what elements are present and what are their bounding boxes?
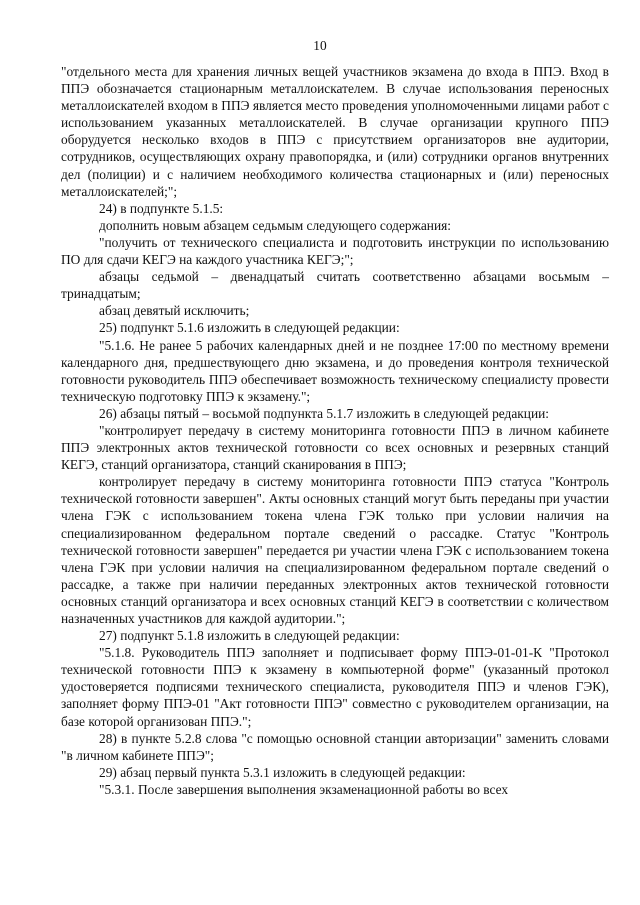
paragraph: абзацы седьмой – двенадцатый считать соответственно абзацами восьмым – тринадцатым; (61, 269, 609, 302)
paragraph-item-29: 29) абзац первый пункта 5.3.1 изложить в следующей редакции: (99, 764, 466, 780)
page-number: 10 (313, 38, 327, 53)
paragraph: дополнить новым абзацем седьмым следующего содержания: (99, 217, 451, 233)
paragraph-quote: "5.3.1. После завершения выполнения экзаменационной работы во всех (99, 781, 509, 797)
paragraph-item-28: 28) в пункте 5.2.8 слова "с помощью основной станции авторизации" заменить словами "в личном кабинете ППЭ"; (61, 730, 609, 763)
paragraph-quote: "5.1.8. Руководитель ППЭ заполняет и подписывает форму ППЭ-01-01-К "Протокол технической готовности ППЭ к экзамену в компьютерной форме" (указанный протокол удостоверяется подписями технического специалиста, руководителя ППЭ и членов ГЭК), заполняет форму ППЭ-01 "Акт готовности ППЭ" совместно с руководителем организации, на базе которой организован ППЭ."; (61, 645, 609, 729)
paragraph-quote: "5.1.6. Не ранее 5 рабочих календарных дней и не позднее 17:00 по местному времени календарного дня, предшествующего дню экзамена, и до проведения контроля технической готовности руководитель ППЭ обеспечивает возможность техническому специалисту провести техническую подготовку ППЭ к экзамену."; (61, 337, 609, 404)
paragraph-quote: "получить от технического специалиста и подготовить инструкции по использованию ПО для сдачи КЕГЭ на каждого участника КЕГЭ;"; (61, 234, 609, 268)
paragraph: абзац девятый исключить; (99, 303, 250, 319)
paragraph-item-24: 24) в подпункте 5.1.5: (99, 200, 224, 216)
paragraph-continuation: "отдельного места для хранения личных вещей участников экзамена до входа в ППЭ. Вход в ППЭ обозначается стационарным металлоискателем. В случае использования переносных металлоискателей входом в ППЭ является место проведения уполномоченными лицами работ с использованием указанных металлоискателей. В случае организации крупного ППЭ оборудуется несколько входов в ППЭ с присутствием организаторов вне аудитории, сотрудников, осуществляющих охрану правопорядка, и (или) сотрудники органов внутренних дел (полиции) и с наличием необходимого количества стационарных и (или) переносных металлоискателей;"; (61, 64, 609, 199)
document-body (61, 63, 609, 798)
paragraph-item-25: 25) подпункт 5.1.6 изложить в следующей редакции: (99, 320, 400, 336)
paragraph-item-27: 27) подпункт 5.1.8 изложить в следующей редакции: (99, 628, 400, 644)
paragraph-quote: "контролирует передачу в систему мониторинга готовности ППЭ в личном кабинете ППЭ электронных актов технической готовности со всех основных и резервных станций КЕГЭ, станций организатора, станций сканирования в ППЭ; (61, 422, 609, 473)
paragraph-item-26: 26) абзацы пятый – восьмой подпункта 5.1.7 изложить в следующей редакции: (99, 405, 550, 421)
paragraph: контролирует передачу в систему мониторинга готовности ППЭ статуса "Контроль технической готовности завершен". Акты основных станций могут быть переданы при участии члена ГЭК с использованием токена члена ГЭК только при условии наличия на специализированном федеральном портале сведений о рассадке. Статус "Контроль технической готовности завершен" передается ри участии члена ГЭК с использованием токена члена ГЭК при условии наличия на специализированном федеральном портале сведений о рассадке, а также при наличии переданных электронных актов технической готовности основных станций организатора и всех основных станций КЕГЭ в соответствии с количеством назначенных участников для каждой аудитории."; (61, 474, 609, 626)
